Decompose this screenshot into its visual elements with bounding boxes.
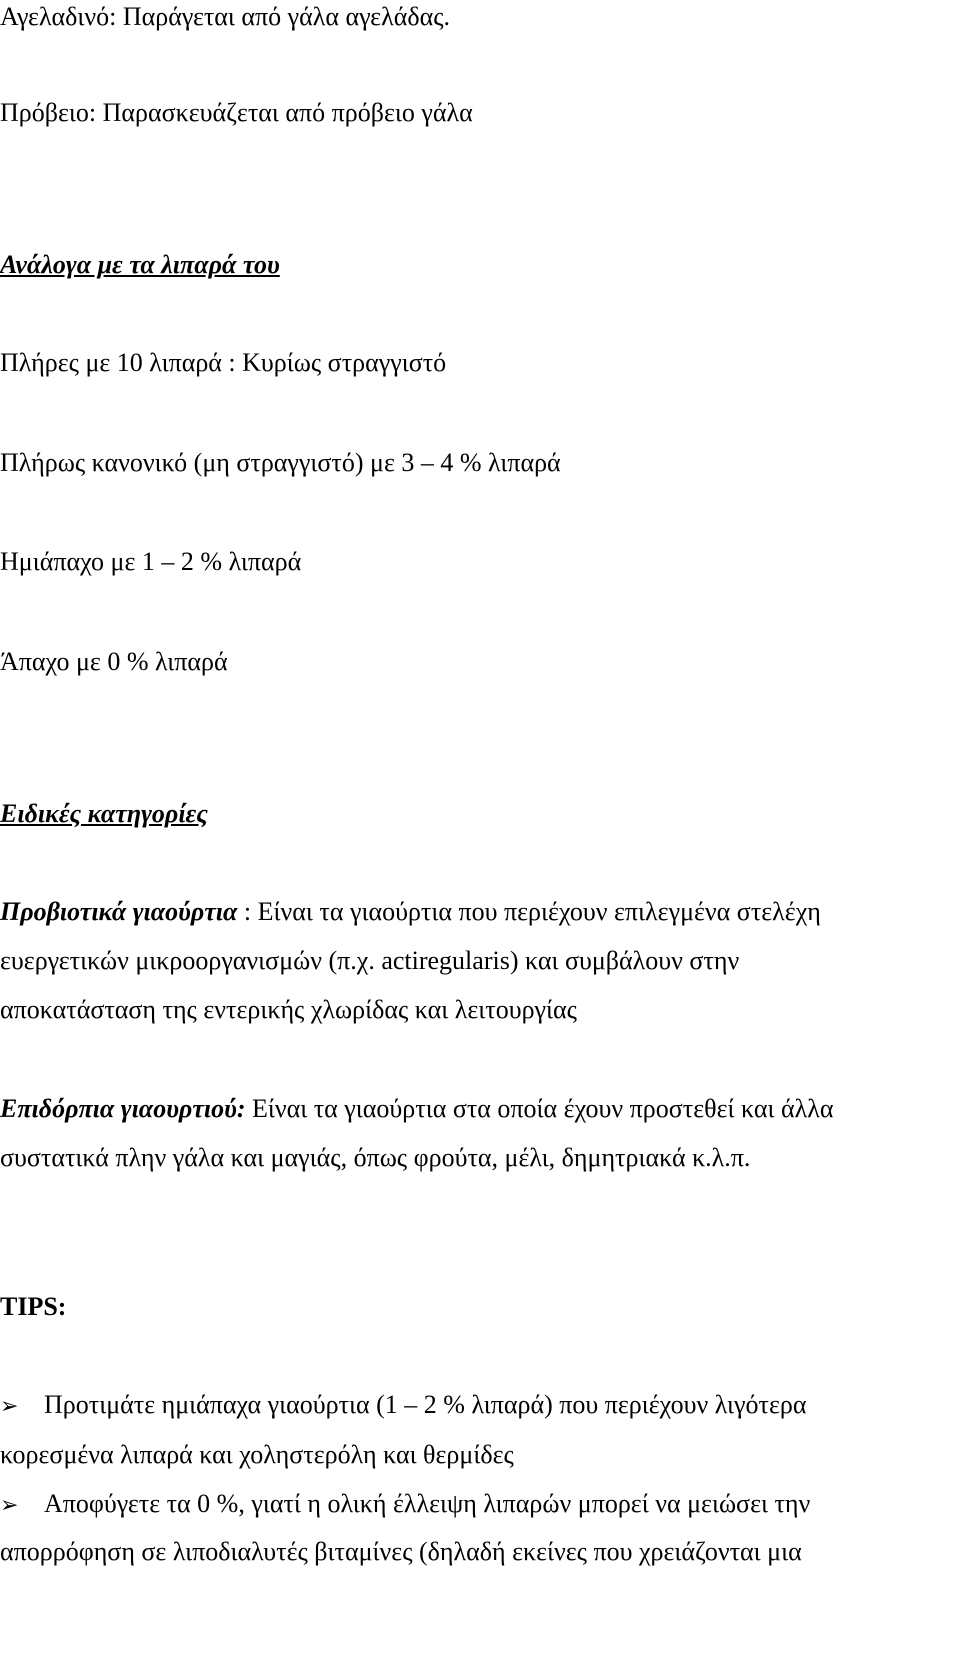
text-line-full-fat: Πλήρες με 10 λιπαρά : Κυρίως στραγγιστό bbox=[0, 348, 447, 377]
bullet-item-2 bbox=[0, 1489, 810, 1521]
dessert-definition: Είναι τα γιαούρτια στα οποία έχουν προστεθεί και άλλα bbox=[245, 1094, 834, 1123]
dessert-term: Επιδόρπια γιαουρτιού: bbox=[0, 1094, 246, 1123]
arrow-bullet-icon: ➢ bbox=[0, 1394, 19, 1419]
heading-special-categories: Ειδικές κατηγορίες bbox=[0, 799, 208, 828]
bullet-item-1-continuation: κορεσμένα λιπαρά και χοληστερόλη και θερμίδες bbox=[0, 1440, 514, 1469]
probiotic-term: Προβιοτικά γιαούρτια bbox=[0, 897, 238, 926]
text-line-skimmed: Άπαχο με 0 % λιπαρά bbox=[0, 647, 228, 676]
arrow-bullet-icon: ➢ bbox=[0, 1493, 19, 1518]
paragraph-dessert-line-2: συστατικά πλην γάλα και μαγιάς, όπως φρούτα, μέλι, δημητριακά κ.λ.π. bbox=[0, 1143, 751, 1172]
bullet-item-1 bbox=[0, 1390, 807, 1422]
bullet-item-1-text: Προτιμάτε ημιάπαχα γιαούρτια (1 – 2 % λιπαρά) που περιέχουν λιγότερα bbox=[44, 1390, 807, 1419]
text-line-cow-yogurt: Αγελαδινό: Παράγεται από γάλα αγελάδας. bbox=[0, 2, 450, 31]
bullet-item-2-continuation: απορρόφηση σε λιποδιαλυτές βιταμίνες (δηλαδή εκείνες που χρειάζονται μια bbox=[0, 1537, 802, 1566]
text-line-normal: Πλήρως κανονικό (μη στραγγιστό) με 3 – 4 % λιπαρά bbox=[0, 448, 561, 477]
heading-by-fat: Ανάλογα με τα λιπαρά του bbox=[0, 250, 280, 279]
text-line-semi-skimmed: Ημιάπαχο με 1 – 2 % λιπαρά bbox=[0, 547, 302, 576]
heading-tips: TIPS: bbox=[0, 1292, 67, 1321]
bullet-item-2-text: Αποφύγετε τα 0 %, γιατί η ολική έλλειψη λιπαρών μπορεί να μειώσει την bbox=[44, 1489, 811, 1518]
paragraph-dessert-line-1 bbox=[0, 1094, 833, 1124]
paragraph-probiotic-line-3: αποκατάσταση της εντερικής χλωρίδας και λειτουργίας bbox=[0, 995, 577, 1024]
probiotic-definition: : Είναι τα γιαούρτια που περιέχουν επιλεγμένα στελέχη bbox=[237, 897, 821, 926]
paragraph-probiotic-line-1 bbox=[0, 897, 821, 927]
paragraph-probiotic-line-2: ευεργετικών μικροοργανισμών (π.χ. actiregularis) και συμβάλουν στην bbox=[0, 946, 740, 975]
text-line-sheep-yogurt: Πρόβειο: Παρασκευάζεται από πρόβειο γάλα bbox=[0, 98, 473, 127]
